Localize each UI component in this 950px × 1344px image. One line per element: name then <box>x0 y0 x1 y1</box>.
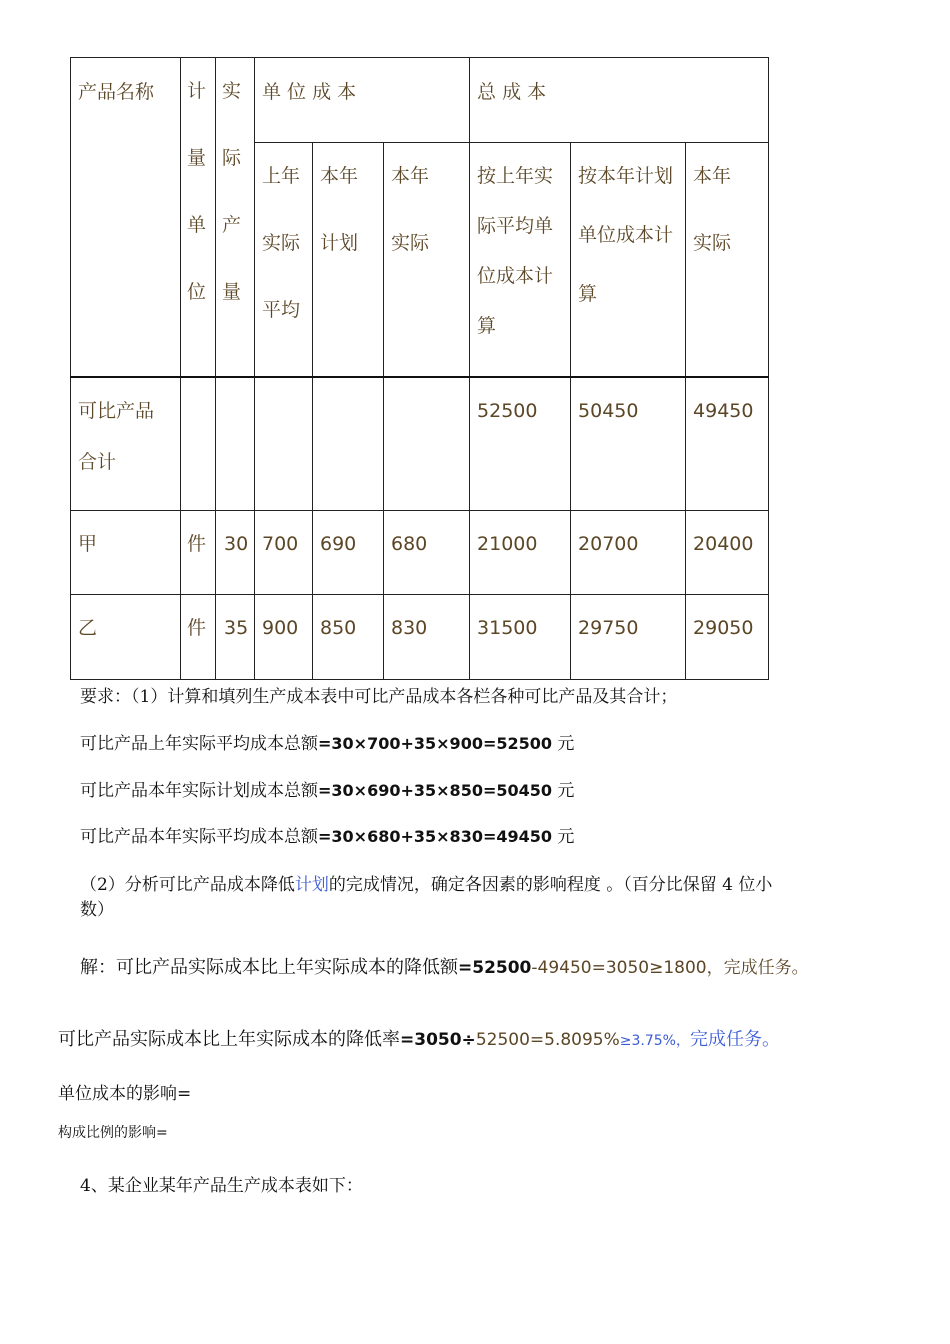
calc-line-actual-label: 可比产品本年实际平均成本总额 <box>80 827 318 847</box>
cell-tc-actual: 29050 <box>686 595 769 680</box>
cell-tc-plan: 50450 <box>571 377 686 511</box>
calc-line-actual-unit: 元 <box>552 827 575 847</box>
cell-tc-prev: 31500 <box>470 595 571 680</box>
header-unit-text: 计量单位 <box>187 80 207 303</box>
calc-line-plan-eq: =30×690+35×850=50450 <box>318 781 553 800</box>
calc-line-actual <box>80 822 574 847</box>
cell-tc-prev: 52500 <box>470 377 571 511</box>
calc-line-plan <box>80 776 574 801</box>
solution-reduction-amount <box>80 953 809 979</box>
header-uc-plan: 本年计划 <box>313 143 384 377</box>
calc-line-actual-eq: =30×680+35×830=49450 <box>318 827 553 846</box>
header-output <box>216 58 255 377</box>
cell-uc-prev: 900 <box>255 595 313 680</box>
cell-name: 甲 <box>71 511 181 595</box>
calc-line-prev-eq: =30×700+35×900=52500 <box>318 734 553 753</box>
header-tc-actual: 本年实际 <box>686 143 769 377</box>
header-tc-prev: 按上年实际平均单位成本计算 <box>470 143 571 377</box>
rate-eq-3: ≥3.75%， <box>619 1033 690 1049</box>
header-uc-actual: 本年实际 <box>384 143 470 377</box>
plan-link[interactable]: 计划 <box>294 875 329 895</box>
calc-line-prev-label: 可比产品上年实际平均成本总额 <box>80 734 318 754</box>
calc-line-plan-label: 可比产品本年实际计划成本总额 <box>80 781 318 801</box>
cell-output: 30 <box>216 511 255 595</box>
header-uc-prev: 上年实际平均 <box>255 143 313 377</box>
requirement-1: 要求：（1）计算和填列生产成本表中可比产品成本各栏各种可比产品及其合计； <box>80 687 678 707</box>
calc-line-prev <box>80 729 574 754</box>
solution-label: 解：可比产品实际成本比上年实际成本的降低额 <box>80 957 458 978</box>
structure-effect: 构成比例的影响= <box>58 1125 168 1141</box>
calc-line-prev-unit: 元 <box>552 734 575 754</box>
table-row <box>71 511 769 595</box>
requirement-2 <box>80 870 772 895</box>
unit-cost-effect: 单位成本的影响= <box>58 1084 192 1104</box>
rate-eq-2: 52500=5.8095% <box>475 1030 620 1050</box>
table-row <box>71 595 769 680</box>
header-tc-plan: 按本年计划单位成本计算 <box>571 143 686 377</box>
header-unit <box>181 58 216 377</box>
cell-uc-plan: 850 <box>313 595 384 680</box>
cell-tc-actual: 49450 <box>686 377 769 511</box>
cell-unit: 件 <box>181 595 216 680</box>
cell-uc-actual: 680 <box>384 511 470 595</box>
rate-eq-4: 完成任务。 <box>690 1029 780 1050</box>
cell-tc-plan: 20700 <box>571 511 686 595</box>
requirement-2-cont: 数） <box>80 900 114 920</box>
cell-uc-plan: 690 <box>313 511 384 595</box>
requirement-2-text-b: 的完成情况，确定各因素的影响程度 。（百分比保留 4 位小 <box>328 875 773 895</box>
solution-reduction-rate <box>58 1025 780 1051</box>
header-total-cost: 总 成 本 <box>470 58 769 143</box>
cell-uc-plan <box>313 377 384 511</box>
cell-uc-actual: 830 <box>384 595 470 680</box>
cell-name: 乙 <box>71 595 181 680</box>
rate-label: 可比产品实际成本比上年实际成本的降低率 <box>58 1029 400 1050</box>
calc-line-plan-unit: 元 <box>552 781 575 801</box>
cell-unit: 件 <box>181 511 216 595</box>
production-cost-table <box>70 57 769 680</box>
cell-uc-actual <box>384 377 470 511</box>
cell-unit <box>181 377 216 511</box>
cell-tc-actual: 20400 <box>686 511 769 595</box>
table-row <box>71 377 769 511</box>
rate-eq-1: =3050÷ <box>400 1030 476 1050</box>
cell-tc-prev: 21000 <box>470 511 571 595</box>
requirement-2-text-a: （2）分析可比产品成本降低 <box>80 875 295 895</box>
solution-eq-1: =52500 <box>458 958 532 978</box>
header-output-text: 实际产量 <box>222 80 242 303</box>
question-4: 4、某企业某年产品生产成本表如下： <box>80 1176 363 1196</box>
header-unit-cost: 单 位 成 本 <box>255 58 470 143</box>
cell-tc-plan: 29750 <box>571 595 686 680</box>
cell-uc-prev: 700 <box>255 511 313 595</box>
solution-eq-2: -49450=3050≥1800，完成任务。 <box>531 958 809 978</box>
cell-name: 可比产品合计 <box>71 377 181 511</box>
cell-uc-prev <box>255 377 313 511</box>
cell-output: 35 <box>216 595 255 680</box>
header-product-name: 产品名称 <box>71 58 181 377</box>
cell-output <box>216 377 255 511</box>
